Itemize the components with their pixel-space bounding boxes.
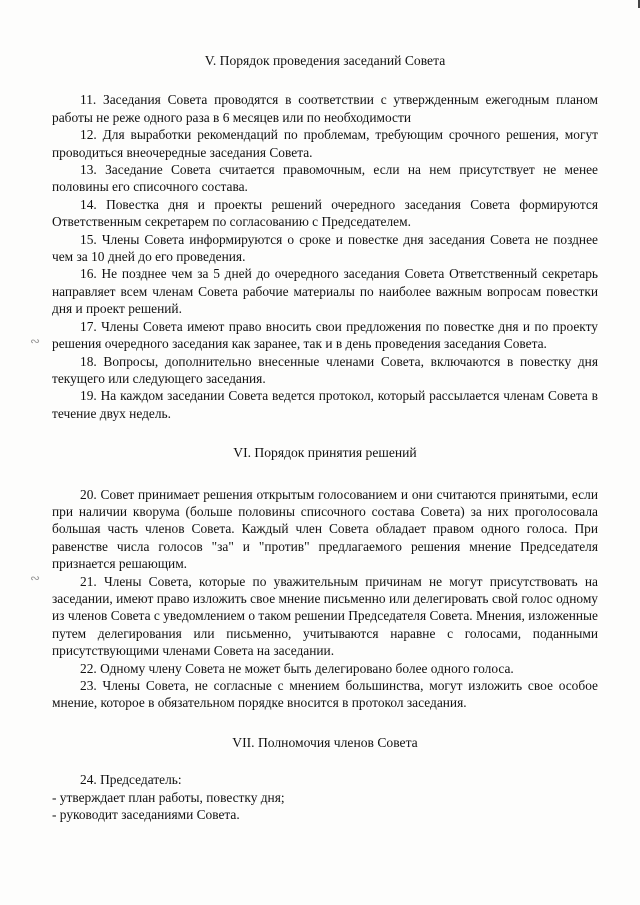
- list-item: - утверждает план работы, повестку дня;: [52, 789, 285, 805]
- list-item: - руководит заседаниями Совета.: [52, 807, 240, 823]
- section-heading-vi: VI. Порядок принятия решений: [233, 445, 417, 461]
- paragraph-19: 19. На каждом заседании Совета ведется протокол, который рассылается членам Совета в течение двух недель.: [52, 388, 598, 421]
- paragraph-13: 13. Заседание Совета считается правомочным, если на нем присутствует не менее половины его списочного состава.: [52, 162, 598, 195]
- section-heading-v: V. Порядок проведения заседаний Совета: [204, 53, 446, 68]
- paragraph-14: 14. Повестка дня и проекты решений очередного заседания Совета формируются Ответственным секретарем по согласованию с Председателем.: [52, 196, 598, 230]
- paragraph-17: 17. Члены Совета имеют право вносить свои предложения по повестке дня и по проекту решения очередного заседания как заранее, так и в день проведения заседания Совета.: [52, 318, 598, 352]
- margin-mark: ∾: [30, 334, 41, 348]
- paragraph-11: 11. Заседания Совета проводятся в соответствии с утвержденным ежегодным планом работы не реже одного раза в 6 месяцев или по необходимости: [52, 92, 598, 125]
- paragraph-12: 12. Для выработки рекомендаций по проблемам, требующим срочного решения, могут проводиться внеочередные заседания Совета.: [52, 127, 598, 160]
- paragraph-18: 18. Вопросы, дополнительно внесенные членами Совета, включаются в повестку дня текущего или следующего заседания.: [52, 353, 598, 386]
- paragraph-20: 20. Совет принимает решения открытым голосованием и они считаются принятыми, если при наличии кворума (больше половины списочного состава Совета) за них проголосовала большая часть членов Совета. Каждый член Совета обладает правом одного голоса. При равенстве числа голосов "за" и "против" предлагаемого решения мнение Председателя признается решающим.: [52, 486, 598, 572]
- margin-mark: ∾: [30, 571, 41, 585]
- paragraph-15: 15. Члены Совета информируются о сроке и повестке дня заседания Совета не позднее чем за 10 дней до его проведения.: [52, 231, 598, 265]
- paragraph-23: 23. Члены Совета, не согласные с мнением большинства, могут изложить свое особое мнение, которое в обязательном порядке вносится в протокол заседания.: [52, 678, 598, 711]
- paragraph-16: 16. Не позднее чем за 5 дней до очередного заседания Совета Ответственный секретарь направляет всем членам Совета рабочие материалы по наиболее важным вопросам повестки дня и проект решений.: [52, 266, 598, 317]
- section-heading-vii: VII. Полномочия членов Совета: [232, 734, 418, 750]
- document-page: [52, 52, 598, 823]
- paragraph-24: 24. Председатель:: [80, 772, 182, 788]
- paragraph-22: 22. Одному члену Совета не может быть делегировано более одного голоса.: [80, 660, 514, 676]
- paragraph-21: 21. Члены Совета, которые по уважительным причинам не могут присутствовать на заседании, имеют право изложить свое мнение письменно или делегировать свой голос одному из членов Совета с уведомлением о таком решении Председателя Совета. Мнения, изложенные путем делегирования или письменно, учитываются наравне с голосами, поданными присутствующими членами Совета на заседании.: [52, 573, 598, 659]
